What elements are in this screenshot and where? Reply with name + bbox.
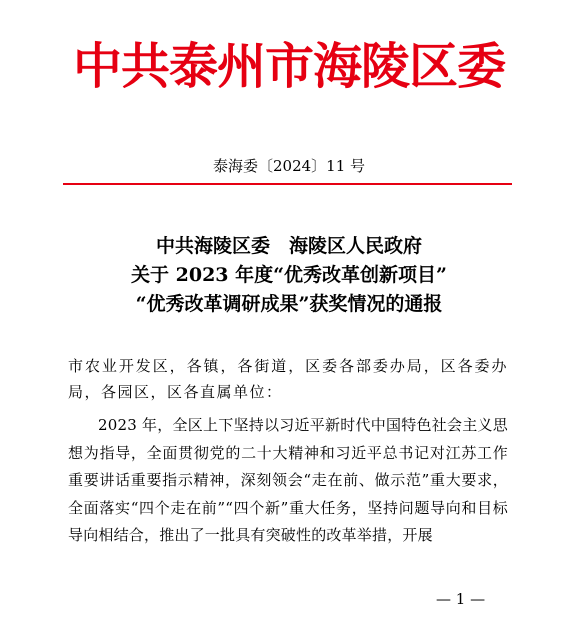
title-line-3: “优秀改革调研成果”获奖情况的通报	[135, 293, 443, 315]
red-separator-line	[63, 183, 512, 185]
title-line-2: 关于 2023 年度“优秀改革创新项目”	[131, 264, 447, 286]
body-paragraph: 2023 年，全区上下坚持以习近平新时代中国特色社会主义思想为指导，全面贯彻党的二十大精神和习近平总书记对江苏工作重要讲话重要指示精神，深刻领会“走在前、做示范”重大要求，全面落实“四个走在前”“四个新”重大任务，坚持问题导向和目标导向相结合，推出了一批具有突破性的改革举措，开展	[68, 416, 508, 544]
page-number: — 1 —	[436, 590, 486, 608]
document-title	[64, 232, 514, 319]
addressee-paragraph: 市农业开发区，各镇，各街道，区委各部委办局，区各委办局，各园区，区各直属单位：	[68, 357, 508, 401]
document-number: 泰海委〔2024〕11 号	[212, 157, 366, 175]
title-line-1: 中共海陵区委 海陵区人民政府	[155, 235, 422, 257]
issuing-organization-header: 中共泰州市海陵区委	[72, 37, 505, 95]
